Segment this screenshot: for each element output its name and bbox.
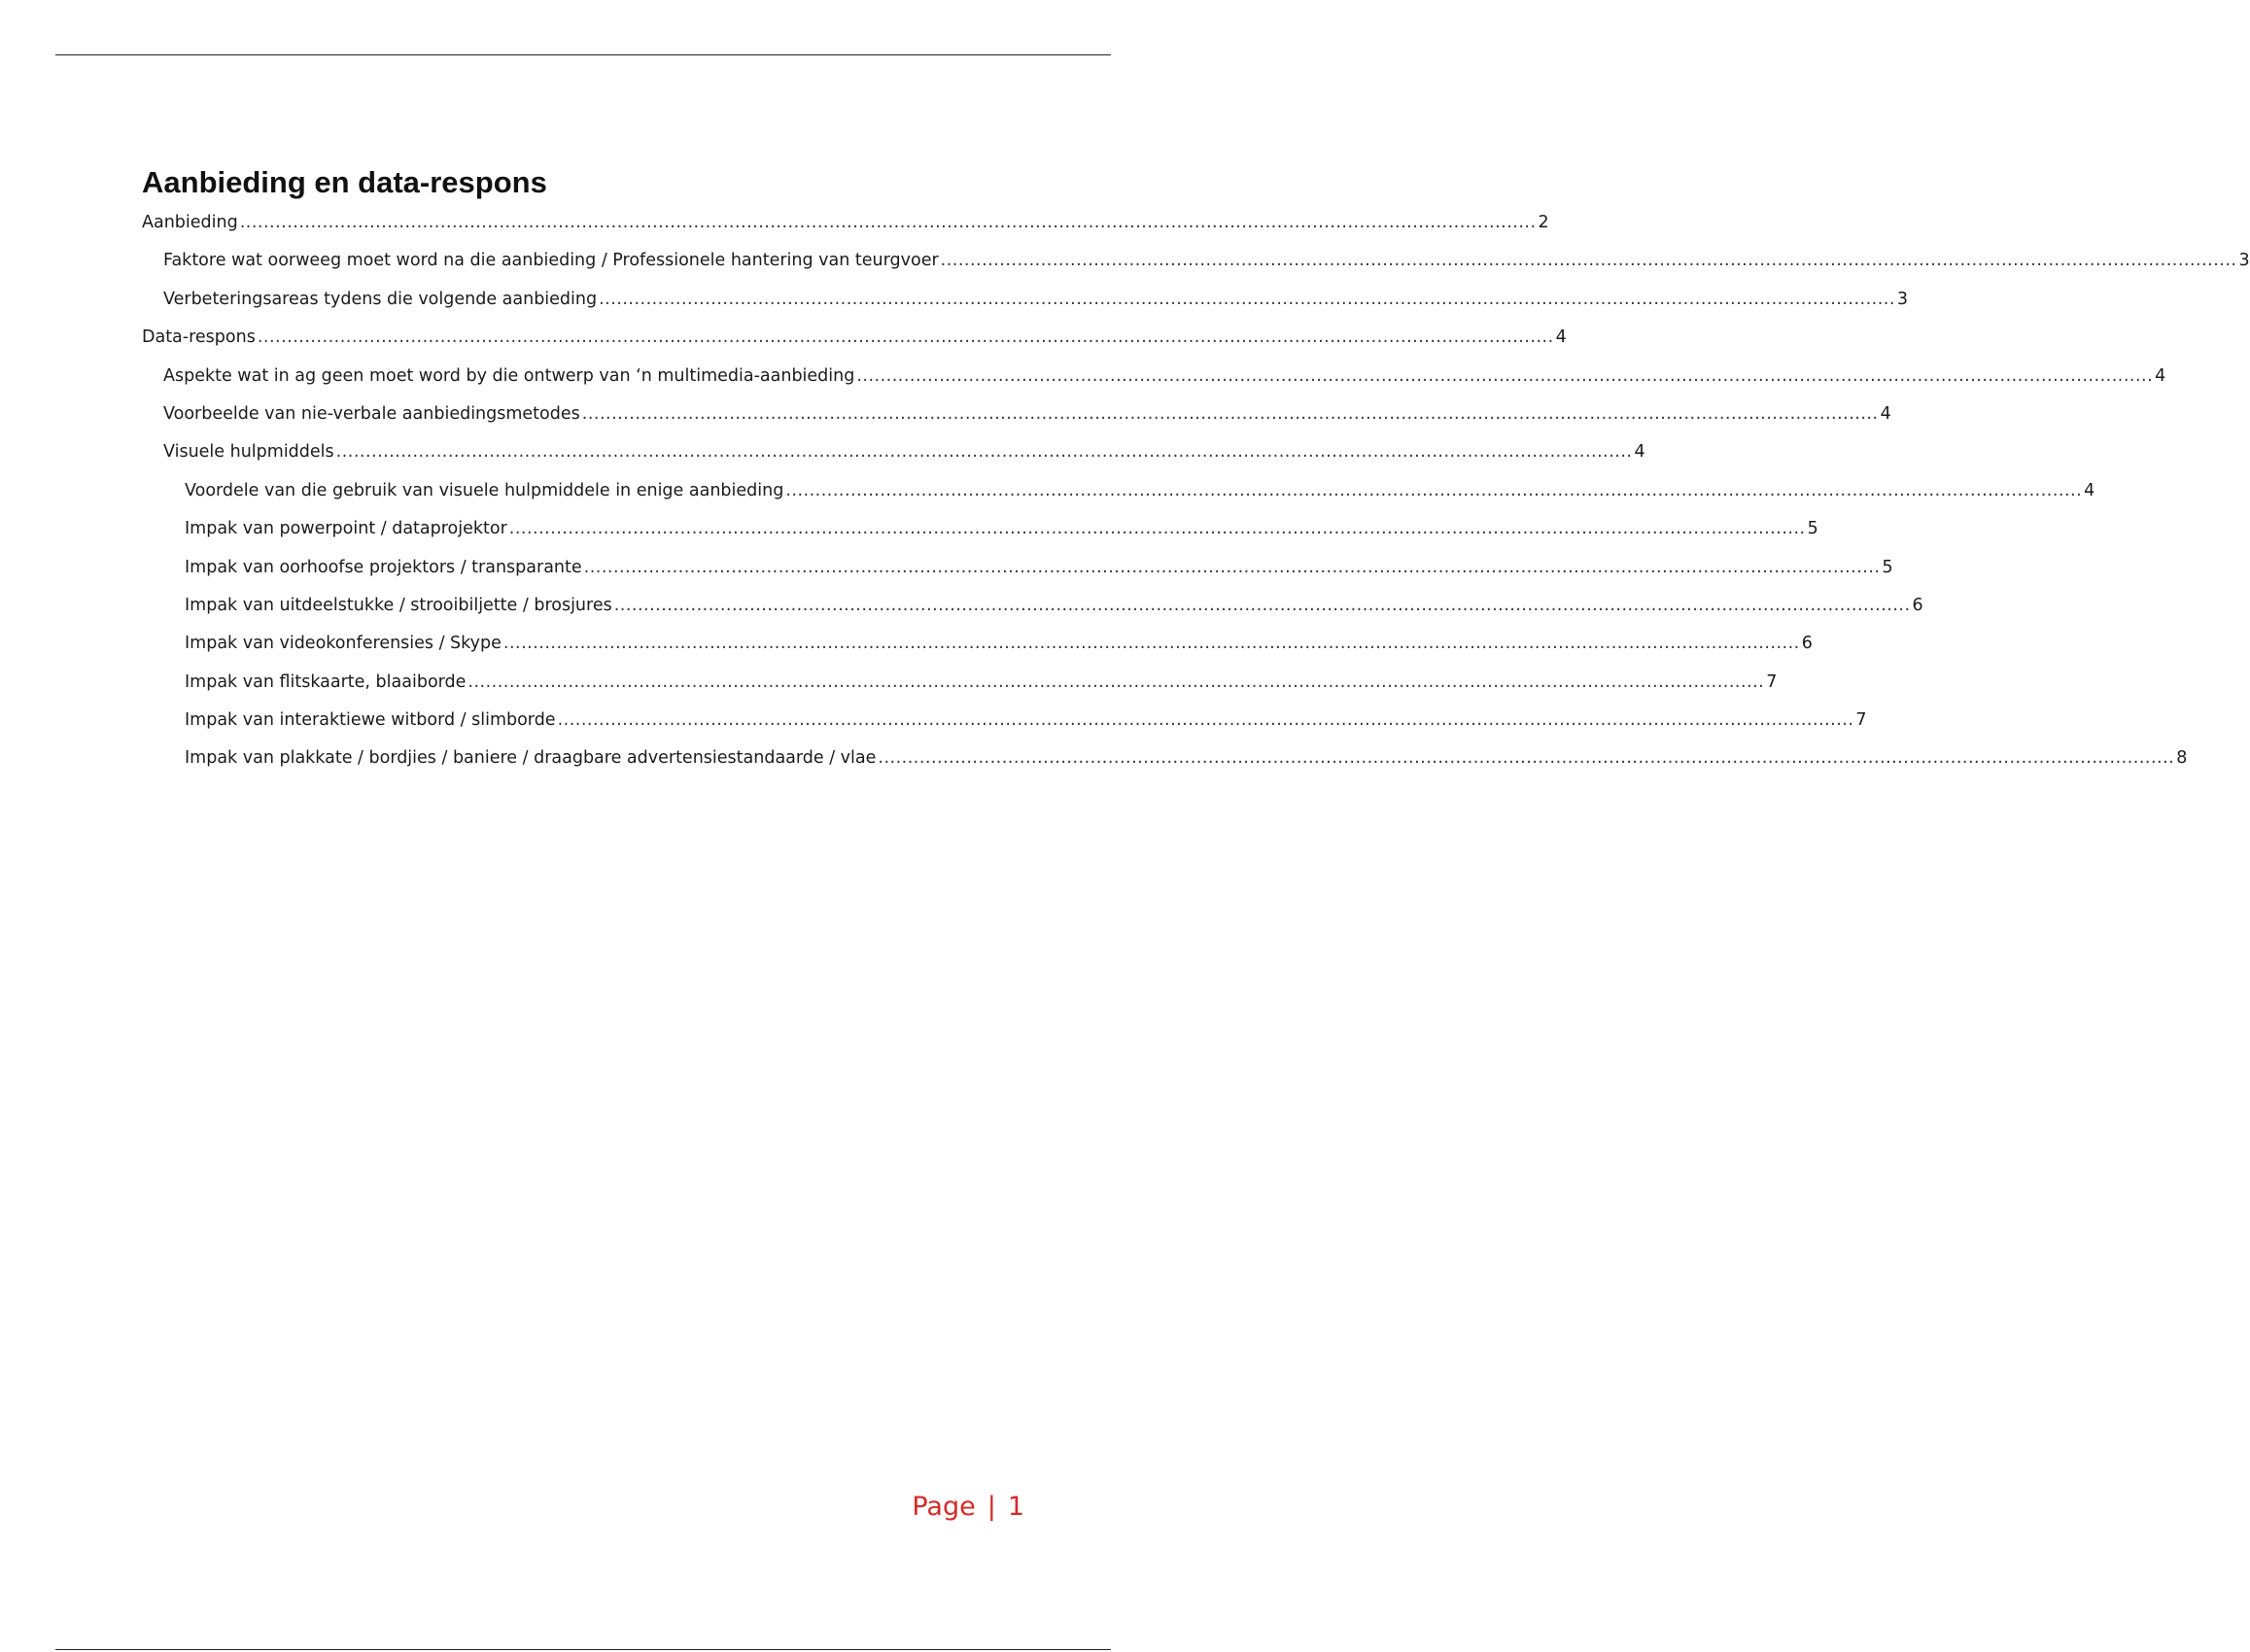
toc-entry-page: 3	[1896, 289, 1909, 309]
toc-entry[interactable]	[142, 519, 1818, 557]
toc-dot-leader: ............................................................................................................................................................................................................................	[239, 213, 1537, 232]
toc-entry[interactable]	[142, 442, 1645, 480]
toc-entry-page: 7	[1855, 710, 1867, 731]
toc-entry-page: 5	[1882, 557, 1893, 577]
header-rule	[55, 54, 1111, 55]
toc-entry[interactable]	[142, 634, 1813, 671]
toc-entry-page: 2	[1538, 213, 1549, 232]
toc-entry-text: Faktore wat oorweeg moet word na die aanbieding / Professionele hantering van teurgvoer	[163, 251, 939, 271]
toc-entry[interactable]	[142, 251, 2250, 289]
toc-entry[interactable]	[142, 595, 1923, 634]
toc-entry-page: 5	[1807, 519, 1818, 539]
page-number-footer	[912, 1492, 1024, 1522]
toc-dot-leader: ............................................................................................................................................................................................................................	[508, 519, 1806, 539]
toc-entry-page: 4	[1555, 327, 1567, 348]
table-of-contents	[142, 213, 2250, 787]
toc-dot-leader: ............................................................................................................................................................................................................................	[583, 557, 1881, 577]
toc-entry-text: Verbeteringsareas tydens die volgende aanbieding	[163, 289, 598, 309]
toc-entry-text: Aspekte wat in ag geen moet word by die ontwerp van ‘n multimedia-aanbieding	[163, 365, 855, 386]
footer-rule	[55, 1649, 1111, 1650]
toc-entry-page: 4	[2084, 480, 2095, 500]
page-separator: |	[987, 1492, 996, 1522]
toc-entry-page: 4	[1634, 442, 1645, 463]
toc-entry-page: 4	[1880, 403, 1891, 424]
toc-entry[interactable]	[142, 365, 2166, 404]
toc-entry-text: Impak van powerpoint / dataprojektor	[185, 519, 507, 539]
page-label: Page	[912, 1492, 976, 1522]
toc-entry[interactable]	[142, 557, 1893, 596]
toc-entry[interactable]	[142, 289, 1909, 327]
toc-entry[interactable]	[142, 480, 2095, 519]
toc-entry-text: Visuele hulpmiddels	[163, 442, 334, 463]
toc-entry-page: 6	[1801, 634, 1813, 654]
toc-dot-leader: ............................................................................................................................................................................................................................	[502, 634, 1800, 654]
toc-entry-text: Impak van oorhoofse projektors / transparante	[185, 557, 582, 577]
toc-dot-leader: ............................................................................................................................................................................................................................	[878, 748, 2175, 769]
toc-entry-page: 6	[1912, 595, 1923, 615]
toc-entry[interactable]	[142, 213, 1549, 251]
toc-dot-leader: ............................................................................................................................................................................................................................	[856, 365, 2154, 386]
toc-entry[interactable]	[142, 671, 1778, 710]
toc-entry[interactable]	[142, 327, 1567, 365]
toc-entry-text: Voorbeelde van nie-verbale aanbiedingsmetodes	[163, 403, 580, 424]
toc-entry-text: Aanbieding	[142, 213, 238, 232]
toc-entry-text: Impak van plakkate / bordjies / baniere / draagbare advertensiestandaarde / vlae	[185, 748, 877, 769]
toc-dot-leader: ............................................................................................................................................................................................................................	[467, 671, 1765, 692]
toc-dot-leader: ............................................................................................................................................................................................................................	[613, 595, 1911, 615]
toc-entry[interactable]	[142, 403, 1891, 442]
toc-title: Aanbieding en data-respons	[142, 165, 547, 199]
toc-dot-leader: ............................................................................................................................................................................................................................	[940, 251, 2237, 271]
toc-dot-leader: ............................................................................................................................................................................................................................	[581, 403, 1879, 424]
toc-entry-text: Impak van videokonferensies / Skype	[185, 634, 502, 654]
toc-entry-page: 7	[1766, 671, 1778, 692]
toc-entry-text: Impak van interaktiewe witbord / slimborde	[185, 710, 556, 731]
toc-dot-leader: ............................................................................................................................................................................................................................	[785, 480, 2083, 500]
page-number: 1	[1007, 1492, 1024, 1522]
toc-dot-leader: ............................................................................................................................................................................................................................	[257, 327, 1554, 348]
toc-entry[interactable]	[142, 710, 1867, 748]
toc-dot-leader: ............................................................................................................................................................................................................................	[557, 710, 1854, 731]
toc-entry-text: Data-respons	[142, 327, 256, 348]
toc-entry[interactable]	[142, 748, 2188, 786]
toc-entry-text: Impak van uitdeelstukke / strooibiljette / brosjures	[185, 595, 612, 615]
toc-dot-leader: ............................................................................................................................................................................................................................	[599, 289, 1895, 309]
toc-entry-page: 8	[2176, 748, 2188, 769]
toc-entry-page: 4	[2155, 365, 2166, 386]
toc-entry-text: Voordele van die gebruik van visuele hulpmiddele in enige aanbieding	[185, 480, 784, 500]
toc-entry-text: Impak van flitskaarte, blaaiborde	[185, 671, 467, 692]
toc-entry-page: 3	[2238, 251, 2250, 271]
toc-dot-leader: ............................................................................................................................................................................................................................	[335, 442, 1633, 463]
